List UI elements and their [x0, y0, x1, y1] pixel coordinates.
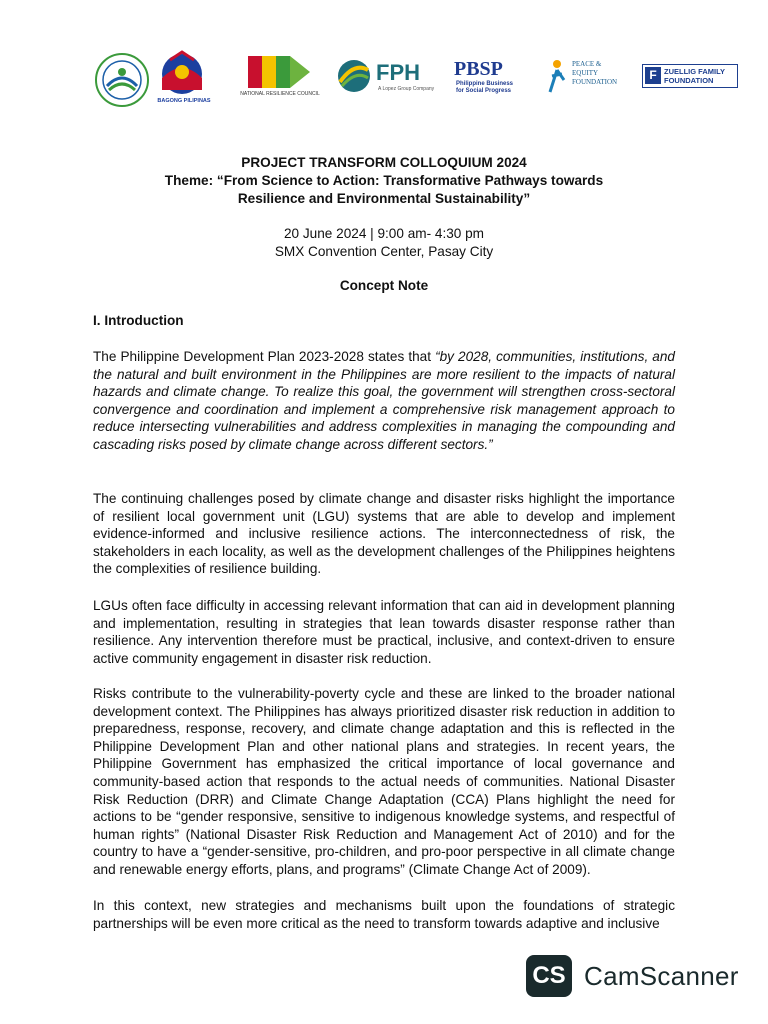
camscanner-watermark — [526, 955, 746, 999]
event-venue: SMX Convention Center, Pasay City — [274, 244, 494, 259]
event-details — [0, 225, 768, 261]
partner-logos — [90, 48, 740, 108]
pbsp-wordmark: PBSP — [454, 58, 503, 80]
pbsp-subtitle-2: for Social Progress — [456, 88, 512, 94]
pef-line-3: FOUNDATION — [572, 78, 618, 86]
document-header — [0, 154, 768, 208]
document-title: PROJECT TRANSFORM COLLOQUIUM 2024 — [241, 155, 527, 170]
pbsp-subtitle-1: Philippine Business — [456, 81, 514, 87]
pef-logo-mark — [546, 58, 568, 94]
paragraph-1-intro: The Philippine Development Plan 2023-2028 states that — [93, 349, 436, 364]
pef-line-1: PEACE & — [572, 60, 602, 68]
paragraph-2: The continuing challenges posed by climate change and disaster risks highlight the importance of resilient local government unit (LGU) systems that are able to develop and implement evidence-informed and inclusive resilience actions. The interconnectedness of risk, the stakeholders in each locality, as well as the development challenges of the Philippines heightens the complexities of resilience building. — [93, 491, 675, 577]
bagong-pilipinas-logo — [156, 48, 208, 100]
theme-line-2: Resilience and Environmental Sustainability” — [237, 191, 531, 206]
bagong-pilipinas-label: BAGONG PILIPINAS — [157, 98, 211, 104]
paragraph-4: Risks contribute to the vulnerability-poverty cycle and these are linked to the broader national development context. The Philippines has always prioritized disaster risk reduction in addition to preparedness, response, recovery, and climate change adaptation and this is reflected in the Philippine Development Plan and other national plans and strategies. In recent years, the Philippine Government has emphasized the critical importance of local governance and community-based action that responds to the actual needs of communities. National Disaster Risk Reduction (DRR) and Climate Change Adaptation (CCA) Plans highlight the need for actions to be “gender responsive, sensitive to indigenous knowledge systems, and respectful of human rights” (National Disaster Risk Reduction and Management Act of 2010) and for the country to have a “gender-sensitive, pro-children, and pro-poor perspective in all climate change and renewable energy efforts, plans, and programs” (Climate Change Act of 2009). — [93, 686, 675, 877]
camscanner-badge-icon: CS — [526, 955, 572, 997]
fph-logo-mark — [336, 58, 372, 94]
nrc-label: NATIONAL RESILIENCE COUNCIL — [240, 91, 320, 97]
theme-line-1: Theme: “From Science to Action: Transformative Pathways towards — [164, 173, 604, 188]
fph-subtitle: A Lopez Group Company — [378, 86, 435, 92]
paragraph-5: In this context, new strategies and mechanisms built upon the foundations of strategic partnerships will be even more critical as the need to transform towards adaptive and inclusive — [93, 898, 675, 931]
document-type: Concept Note — [339, 278, 429, 293]
paragraph-3: LGUs often face difficulty in accessing relevant information that can aid in development planning and implementation, resulting in strategies that lean towards disaster response rather than resilience. Any intervention therefore must be practical, inclusive, and context-driven to ensure active community engagement in disaster risk reduction. — [93, 598, 675, 666]
paragraph-1-quote: “by 2028, communities, institutions, and the natural and built environment in the Philippines are more resilient to the impacts of natural hazards and climate change. To realize this goal, the government will strengthen cross-sectoral convergence and coordination and implement a comprehensive risk management approach to reduce intersecting vulnerabilities and address complexities in managing the compounding and cascading risks posed by climate change across different sectors.” — [93, 349, 675, 452]
camscanner-label: CamScanner — [584, 961, 739, 991]
denr-seal-logo — [94, 52, 150, 108]
zuellig-line-2: FOUNDATION — [664, 76, 714, 85]
zuellig-line-1: ZUELLIG FAMILY — [664, 67, 725, 76]
pef-line-2: EQUITY — [572, 69, 599, 77]
fph-wordmark: FPH — [376, 60, 420, 85]
nrc-logo — [248, 56, 310, 88]
section-heading: I. Introduction — [93, 313, 184, 328]
zuellig-logo — [642, 64, 738, 88]
event-date-time: 20 June 2024 | 9:00 am- 4:30 pm — [283, 226, 485, 241]
paragraph-1 — [93, 348, 675, 454]
zuellig-f-icon: F — [645, 67, 661, 84]
